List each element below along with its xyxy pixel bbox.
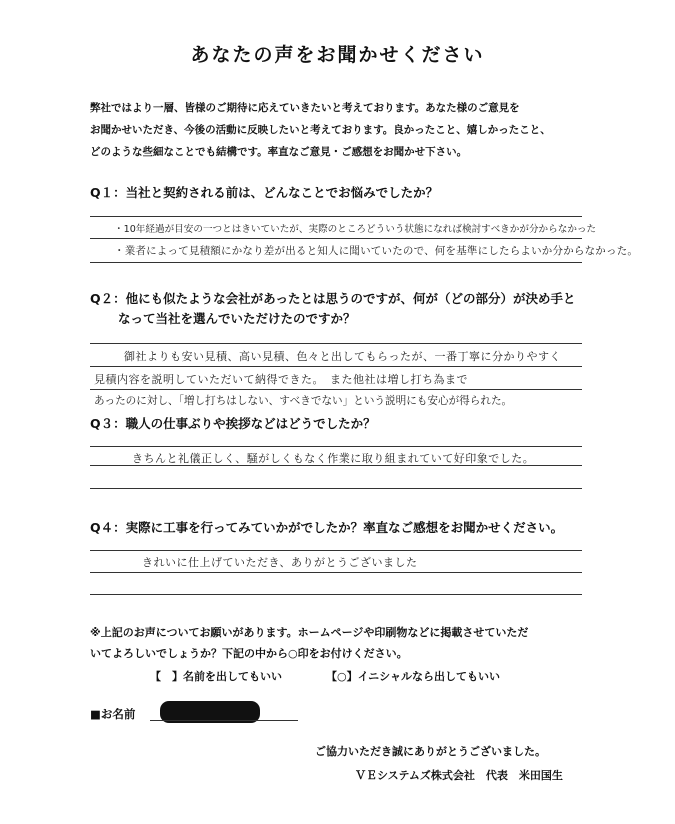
request-line-2: いてよろしいでしょうか？下記の中から○印をお付けください。 (90, 647, 408, 660)
option-initials-allowed[interactable] (326, 668, 500, 684)
handwritten-answer: あったのに対し、「増し打ちはしない、すべきでない」という説明にも安心が得られた。 (94, 395, 513, 407)
page-title: あなたの声をお聞かせください (190, 44, 485, 66)
intro-line-2: お聞かせいただき、今後の活動に反映したいと考えております。良かったこと、嬉しかったこと、 (90, 124, 551, 136)
name-line (150, 720, 298, 721)
question-3-label: Q３：職人の仕事ぶりや挨拶などはどうでしたか？ (90, 416, 376, 431)
handwritten-answer: ・業者によって見積額にかなり差が出ると知人に聞いていたので、何を基準にしたらよいか分からなかった。 (114, 245, 639, 257)
answer-line (90, 550, 582, 551)
option-checkbox[interactable]: 【○】 (326, 670, 358, 683)
thanks-message: ご協力いただき誠にありがとうございました。 (315, 745, 546, 758)
answer-line (90, 343, 582, 344)
option-checkbox[interactable]: 【 】 (150, 670, 183, 683)
intro-line-3: どのような些細なことでも結構です。率直なご意見・ご感想をお聞かせ下さい。 (90, 146, 468, 158)
question-2-label-line-2: なって当社を選んでいただけたのですか？ (118, 311, 356, 326)
answer-line (90, 366, 582, 367)
answer-line (90, 488, 582, 489)
question-1-label: Q１：当社と契約される前は、どんなことでお悩みでしたか？ (90, 185, 439, 200)
answer-line (90, 389, 582, 390)
question-2-label-line-1: Q２：他にも似たような会社があったとは思うのですが、何が（どの部分）が決め手と (90, 291, 576, 306)
option-label: 名前を出してもいい (183, 670, 282, 683)
handwritten-answer: ・10年経過が目安の一つとはきいていたが、実際のところどういう状態になれば検討すべきかが分からなかった (114, 224, 597, 235)
answer-line (90, 262, 582, 263)
answer-line (90, 572, 582, 573)
signature: ＶＥシステムズ株式会社 代表 米田国生 (355, 769, 563, 782)
option-name-allowed[interactable] (150, 668, 282, 684)
intro-line-1: 弊社ではより一層、皆様のご期待に応えていきたいと考えております。あなた様のご意見を (90, 102, 520, 114)
question-4-label: Q４：実際に工事を行ってみていかがでしたか？率直なご感想をお聞かせください。 (90, 520, 564, 535)
answer-line (90, 594, 582, 595)
answer-line (90, 238, 582, 239)
handwritten-answer: 御社よりも安い見積、高い見積、色々と出してもらったが、一番丁寧に分かりやすく (124, 350, 561, 363)
request-line-1: ※上記のお声についてお願いがあります。ホームページや印刷物などに掲載させていただ (90, 626, 529, 639)
handwritten-answer: きちんと礼儀正しく、騒がしくもなく作業に取り組まれていて好印象でした。 (132, 452, 535, 465)
option-label: イニシャルなら出してもいい (357, 670, 500, 683)
answer-line (90, 446, 582, 447)
name-label: ■お名前 (90, 707, 136, 721)
handwritten-answer: 見積内容を説明していただいて納得できた。 また他社は増し打ち為まで (94, 373, 468, 386)
handwritten-answer: きれいに仕上げていただき、ありがとうございました (142, 556, 418, 569)
answer-line (90, 216, 582, 217)
